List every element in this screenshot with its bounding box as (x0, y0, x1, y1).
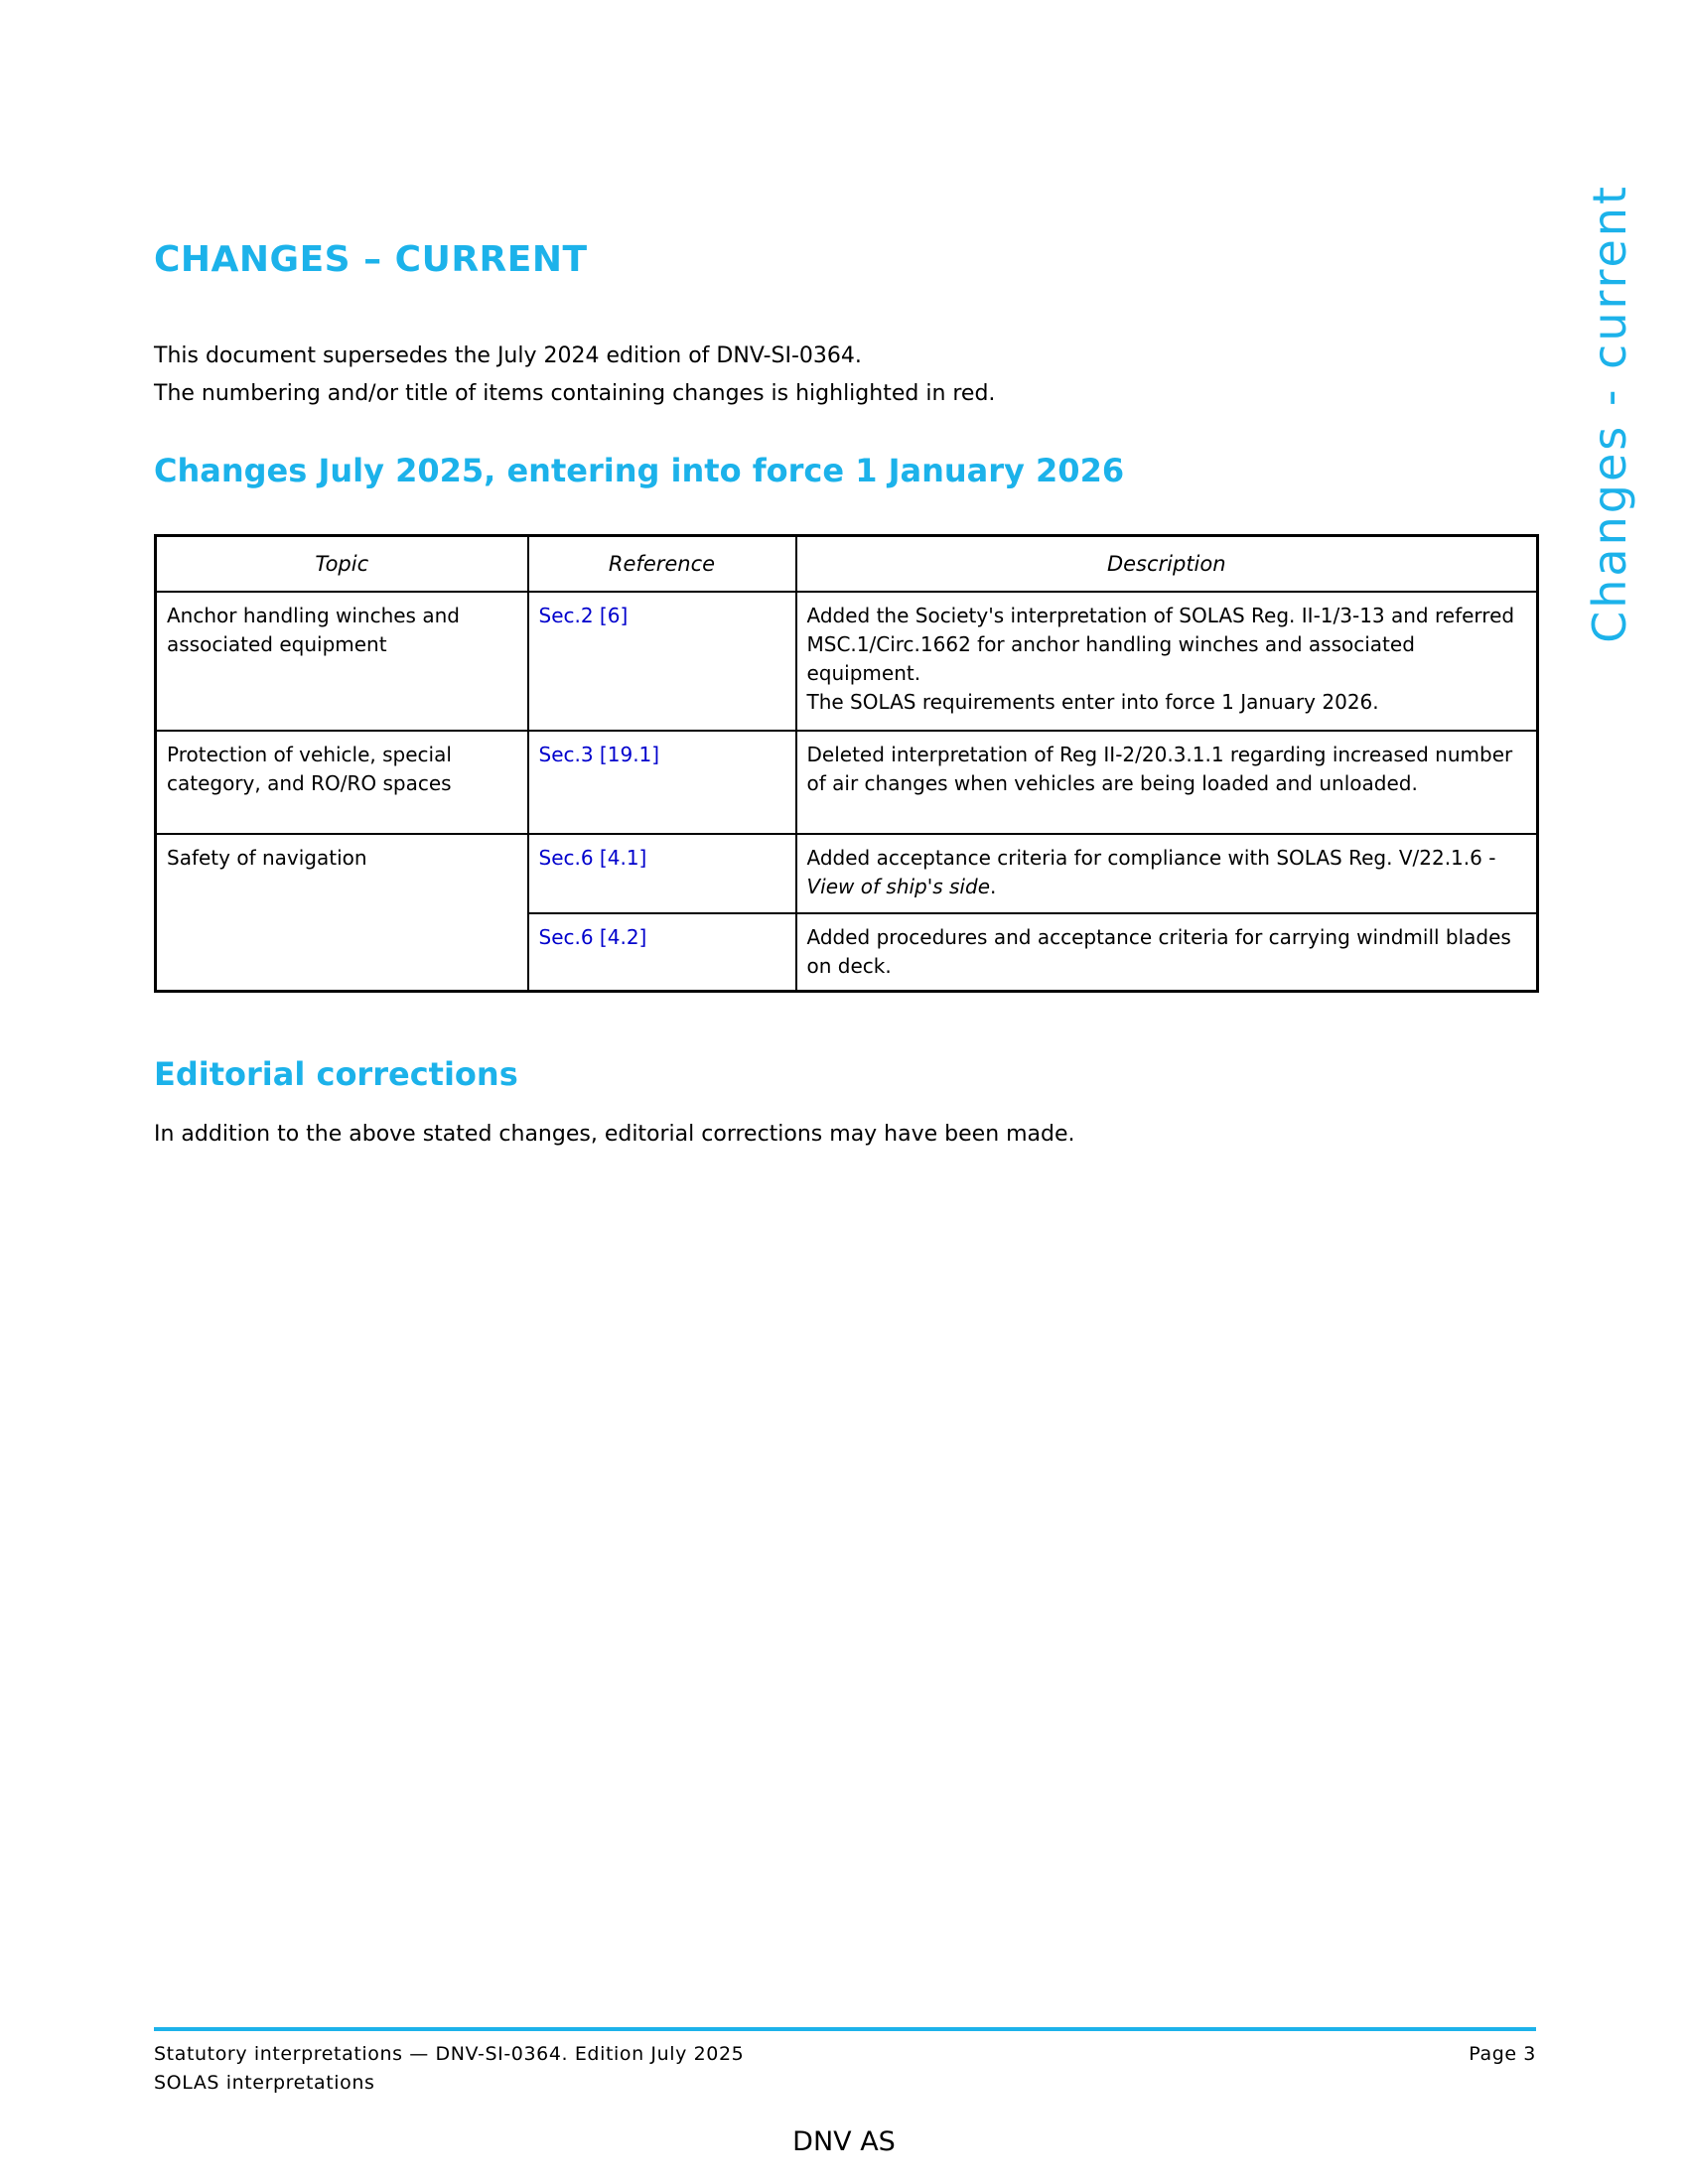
description-paragraph (807, 844, 1527, 901)
table-row (156, 731, 1538, 834)
footer-sub-line: SOLAS interpretations (154, 2072, 375, 2094)
description-paragraph: The SOLAS requirements enter into force 1 January 2026. (806, 690, 1379, 714)
description-text: Added acceptance criteria for compliance with SOLAS Reg. V/22.1.6 - (806, 846, 1496, 870)
description-paragraph: Added the Society's interpretation of SOLAS Reg. II-1/3-13 and referred MSC.1/Circ.1662 for anchor handling winches and associated equipment. (806, 604, 1515, 685)
column-header-reference: Reference (528, 536, 796, 593)
table-header-row (156, 536, 1538, 593)
changes-section-heading: Changes July 2025, entering into force 1 January 2026 (154, 452, 1125, 489)
intro-line-2: The numbering and/or title of items containing changes is highlighted in red. (154, 381, 996, 406)
page-number: Page 3 (1469, 2043, 1536, 2065)
section-reference-link[interactable]: Sec.6 [4.2] (538, 925, 647, 949)
description-text: . (990, 875, 997, 898)
column-header-topic: Topic (156, 536, 528, 593)
editorial-body-text: In addition to the above stated changes, editorial corrections may have been made. (154, 1122, 1075, 1147)
side-tab-label: Changes - current (1583, 184, 1636, 643)
table-row (156, 592, 1538, 731)
footer-doc-line: Statutory interpretations — DNV-SI-0364. Edition July 2025 (154, 2043, 745, 2065)
description-cell (796, 913, 1538, 992)
section-reference-link[interactable]: Sec.2 [6] (538, 604, 629, 627)
company-name: DNV AS (792, 2126, 896, 2157)
description-cell (796, 834, 1538, 913)
reference-cell (528, 592, 796, 731)
description-italic-text: View of ship's side (806, 875, 990, 898)
reference-cell (528, 731, 796, 834)
footer-divider (154, 2027, 1536, 2031)
column-header-description: Description (796, 536, 1538, 593)
description-cell (796, 731, 1538, 834)
table-row (156, 834, 1538, 913)
section-reference-link[interactable]: Sec.3 [19.1] (538, 743, 660, 766)
topic-cell: Safety of navigation (156, 834, 528, 992)
topic-cell: Protection of vehicle, special category, and RO/RO spaces (156, 731, 528, 834)
page-title: CHANGES – CURRENT (154, 239, 588, 280)
changes-table (154, 534, 1539, 993)
description-cell (796, 592, 1538, 731)
description-paragraph: Deleted interpretation of Reg II-2/20.3.1.1 regarding increased number of air changes when vehicles are being loaded and unloaded. (806, 743, 1513, 795)
intro-line-1: This document supersedes the July 2024 edition of DNV-SI-0364. (154, 343, 862, 368)
description-paragraph: Added procedures and acceptance criteria for carrying windmill blades on deck. (806, 925, 1511, 978)
section-reference-link[interactable]: Sec.6 [4.1] (538, 846, 647, 870)
topic-cell: Anchor handling winches and associated equipment (156, 592, 528, 731)
reference-cell (528, 834, 796, 913)
editorial-section-heading: Editorial corrections (154, 1055, 518, 1093)
reference-cell (528, 913, 796, 992)
page-content (154, 0, 1536, 1150)
